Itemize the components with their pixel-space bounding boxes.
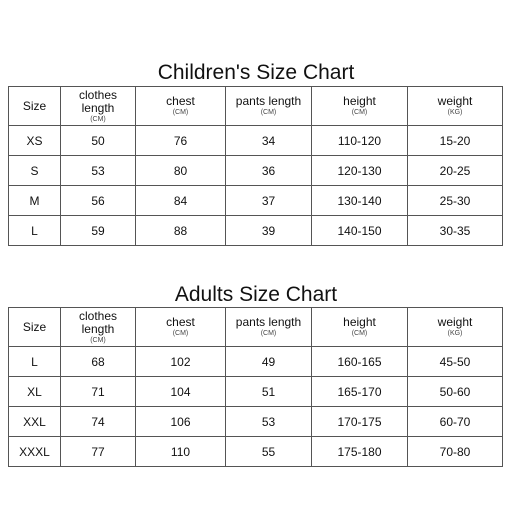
- cell-size: XXXL: [9, 437, 61, 467]
- cell-pants-length: 39: [226, 216, 312, 246]
- cell-weight: 50-60: [408, 377, 503, 407]
- cell-clothes-length: 68: [61, 347, 136, 377]
- cell-size: L: [9, 347, 61, 377]
- cell-size: XXL: [9, 407, 61, 437]
- cell-weight: 25-30: [408, 186, 503, 216]
- cell-pants-length: 37: [226, 186, 312, 216]
- cell-height: 140-150: [312, 216, 408, 246]
- adults-chart-title: Adults Size Chart: [174, 283, 338, 306]
- cell-pants-length: 51: [226, 377, 312, 407]
- header-clothes-length: clothes length (CM): [61, 87, 136, 126]
- cell-pants-length: 55: [226, 437, 312, 467]
- adults-size-table: [8, 307, 503, 467]
- cell-pants-length: 36: [226, 156, 312, 186]
- cell-pants-length: 34: [226, 126, 312, 156]
- cell-chest: 88: [136, 216, 226, 246]
- cell-clothes-length: 53: [61, 156, 136, 186]
- table-row: [9, 377, 503, 407]
- cell-height: 170-175: [312, 407, 408, 437]
- cell-height: 110-120: [312, 126, 408, 156]
- cell-chest: 106: [136, 407, 226, 437]
- cell-weight: 30-35: [408, 216, 503, 246]
- cell-clothes-length: 77: [61, 437, 136, 467]
- cell-weight: 15-20: [408, 126, 503, 156]
- table-header-row: [9, 308, 503, 347]
- header-height: height (CM): [312, 87, 408, 126]
- table-row: [9, 126, 503, 156]
- cell-weight: 60-70: [408, 407, 503, 437]
- table-row: [9, 407, 503, 437]
- header-weight: weight (KG): [408, 308, 503, 347]
- cell-size: XS: [9, 126, 61, 156]
- cell-chest: 104: [136, 377, 226, 407]
- cell-size: XL: [9, 377, 61, 407]
- cell-clothes-length: 71: [61, 377, 136, 407]
- cell-height: 175-180: [312, 437, 408, 467]
- cell-height: 130-140: [312, 186, 408, 216]
- cell-pants-length: 49: [226, 347, 312, 377]
- cell-weight: 20-25: [408, 156, 503, 186]
- cell-chest: 76: [136, 126, 226, 156]
- cell-height: 160-165: [312, 347, 408, 377]
- cell-size: L: [9, 216, 61, 246]
- table-header-row: [9, 87, 503, 126]
- cell-weight: 70-80: [408, 437, 503, 467]
- table-row: [9, 156, 503, 186]
- header-size: Size: [9, 87, 61, 126]
- header-size: Size: [9, 308, 61, 347]
- header-weight: weight (KG): [408, 87, 503, 126]
- cell-weight: 45-50: [408, 347, 503, 377]
- table-row: [9, 186, 503, 216]
- header-chest: chest (CM): [136, 308, 226, 347]
- header-pants-length: pants length (CM): [226, 87, 312, 126]
- children-chart-title: Children's Size Chart: [157, 61, 355, 84]
- table-row: [9, 437, 503, 467]
- cell-clothes-length: 59: [61, 216, 136, 246]
- table-row: [9, 216, 503, 246]
- cell-chest: 110: [136, 437, 226, 467]
- table-row: [9, 347, 503, 377]
- cell-clothes-length: 50: [61, 126, 136, 156]
- header-clothes-length: clothes length (CM): [61, 308, 136, 347]
- children-size-table: [8, 86, 503, 246]
- header-pants-length: pants length (CM): [226, 308, 312, 347]
- header-height: height (CM): [312, 308, 408, 347]
- cell-size: S: [9, 156, 61, 186]
- cell-pants-length: 53: [226, 407, 312, 437]
- cell-chest: 102: [136, 347, 226, 377]
- cell-height: 165-170: [312, 377, 408, 407]
- cell-height: 120-130: [312, 156, 408, 186]
- cell-chest: 84: [136, 186, 226, 216]
- cell-chest: 80: [136, 156, 226, 186]
- header-chest: chest (CM): [136, 87, 226, 126]
- cell-size: M: [9, 186, 61, 216]
- cell-clothes-length: 74: [61, 407, 136, 437]
- cell-clothes-length: 56: [61, 186, 136, 216]
